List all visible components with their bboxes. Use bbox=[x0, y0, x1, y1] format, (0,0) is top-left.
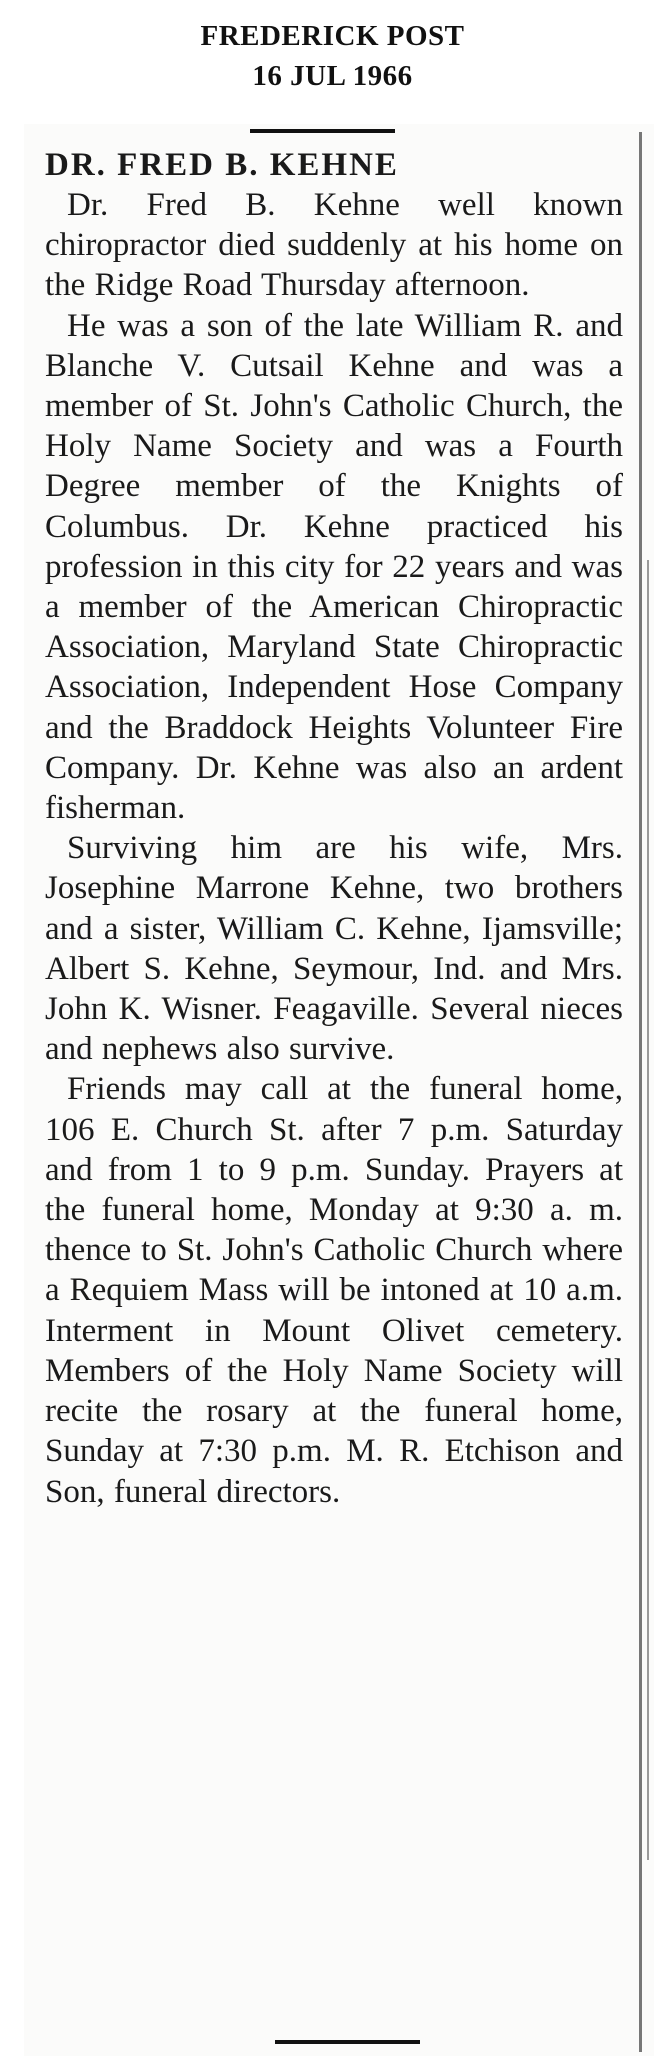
publication-date: 16 JUL 1966 bbox=[252, 60, 413, 92]
article-paragraph: He was a son of the late William R. and Blanche V. Cutsail Kehne and was a member of St. John's Catholic Church, the Holy Name Society and was a Fourth Degree member of the Knights of Columbus. Dr. Kehne practiced his profession in this city for 22 years and was a member of the American Chiropractic Association, Maryland State Chiropractic Association, Independent Hose Company and the Braddock Heights Volunteer Fire Company. Dr. Kehne was also an ardent fisherman. bbox=[45, 307, 623, 827]
article-paragraph: Dr. Fred B. Kehne well known chiropractor died suddenly at his home on the Ridge Road Thursday afternoon. bbox=[45, 187, 623, 304]
publication-name: FREDERICK POST bbox=[200, 20, 465, 52]
bottom-rule bbox=[275, 2040, 420, 2044]
article-paragraph: Friends may call at the funeral home, 106 E. Church St. after 7 p.m. Saturday and from 1 to 9 p.m. Sunday. Prayers at the funeral home, Monday at 9:30 a. m. thence to St. John's Catholic Church where a Requiem Mass will be intoned at 10 a.m. Interment in Mount Olivet cemetery. Members of the Holy Name Society will recite the rosary at the funeral home, Sunday at 7:30 p.m. M. R. Etchison and Son, funeral directors. bbox=[45, 1071, 623, 1510]
top-rule bbox=[250, 129, 395, 133]
column-rule-secondary bbox=[647, 560, 649, 1860]
article-headline: DR. FRED B. KEHNE bbox=[45, 147, 399, 183]
column-rule bbox=[639, 132, 642, 2052]
obituary-article bbox=[45, 145, 623, 1512]
article-paragraph: Surviving him are his wife, Mrs. Josephine Marrone Kehne, two brothers and a sister, William C. Kehne, Ijamsville; Albert S. Kehne, Seymour, Ind. and Mrs. John K. Wisner. Feagaville. Several nieces and nephews also survive. bbox=[45, 830, 623, 1068]
